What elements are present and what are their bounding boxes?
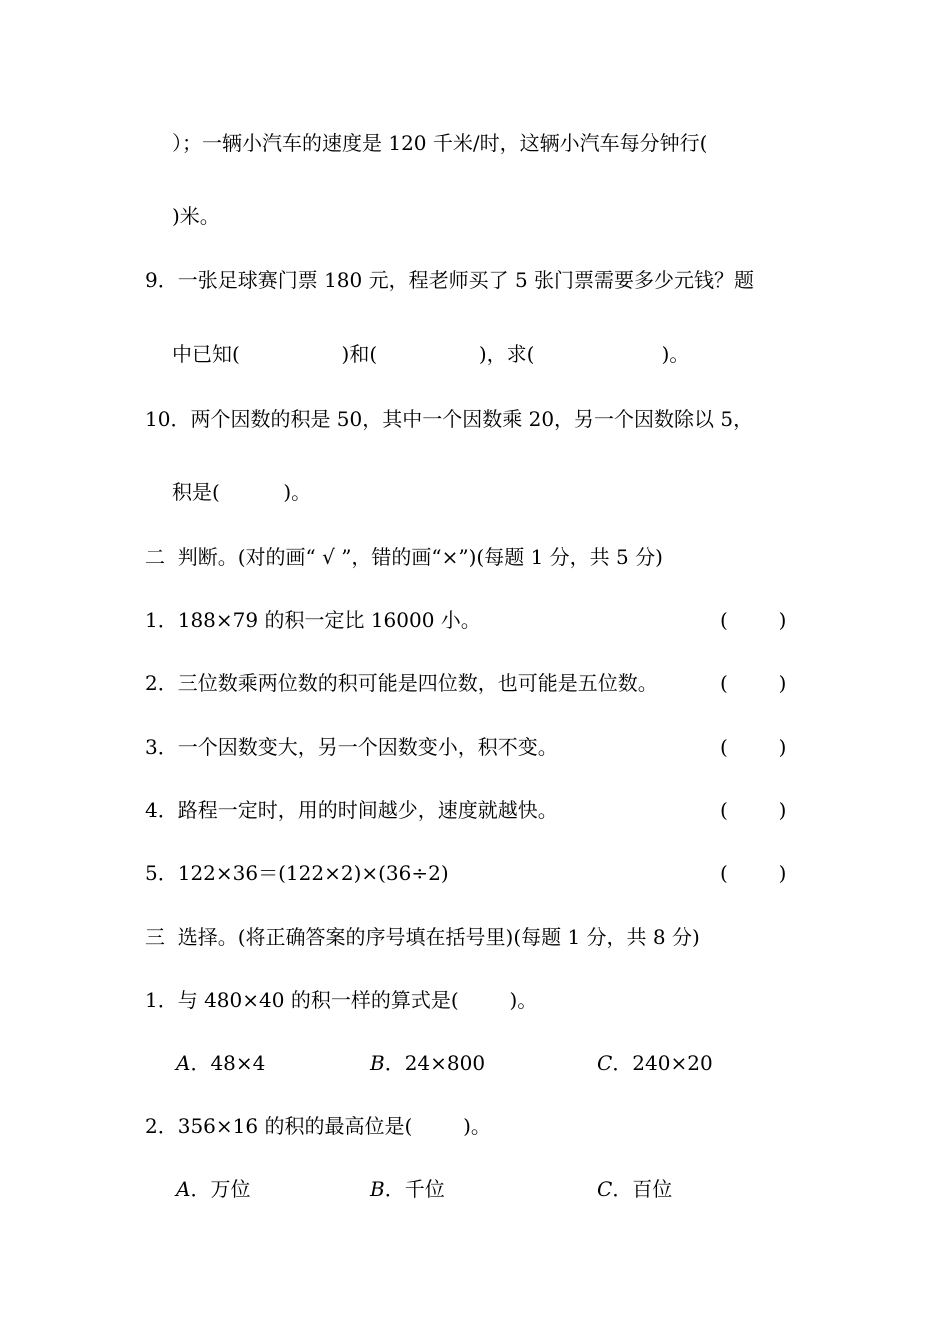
judge-item-5: 5．122×36＝(122×2)×(36÷2) (145, 861, 449, 885)
choice-q1-option-c (597, 1051, 713, 1075)
question-9-line-2: 中已知( )和( )，求( )。 (172, 342, 690, 366)
option-text: ．百位 (612, 1177, 673, 1201)
option-letter: B (370, 1177, 385, 1201)
choice-q2-option-c (597, 1177, 672, 1201)
judge-item-4: 4．路程一定时，用的时间越少，速度就越快。 (145, 798, 558, 822)
option-letter: B (370, 1051, 385, 1075)
choice-q1-option-b (370, 1051, 485, 1075)
question-10-line-2: 积是( )。 (172, 480, 312, 504)
option-letter: A (176, 1051, 191, 1075)
choice-question-1-stem: 1．与 480×40 的积一样的算式是( )。 (145, 988, 538, 1012)
judge-section-heading: 二 判断。(对的画“ √ ”，错的画“×”)(每题 1 分，共 5 分) (145, 545, 663, 569)
option-text: ．240×20 (612, 1051, 713, 1075)
choice-q2-option-b (370, 1177, 445, 1201)
judge-answer-blank-1: ( ) (720, 608, 787, 632)
choice-question-2-stem: 2．356×16 的积的最高位是( )。 (145, 1114, 491, 1138)
option-text: ．万位 (190, 1177, 251, 1201)
choice-section-heading: 三 选择。(将正确答案的序号填在括号里)(每题 1 分，共 8 分) (145, 925, 700, 949)
option-letter: A (176, 1177, 191, 1201)
judge-item-3: 3．一个因数变大，另一个因数变小，积不变。 (145, 735, 558, 759)
q8-continuation-line-2: )米。 (172, 204, 220, 228)
judge-answer-blank-2: ( ) (720, 671, 787, 695)
option-text: ．24×800 (384, 1051, 486, 1075)
judge-item-1: 1．188×79 的积一定比 16000 小。 (145, 608, 481, 632)
judge-answer-blank-5: ( ) (720, 861, 787, 885)
q8-continuation-line-1: ）；一辆小汽车的速度是 120 千米/时，这辆小汽车每分钟行( (172, 131, 708, 155)
question-9-line-1: 9．一张足球赛门票 180 元，程老师买了 5 张门票需要多少元钱？题 (145, 268, 755, 292)
choice-q2-option-a (176, 1177, 250, 1201)
option-letter: C (597, 1177, 613, 1201)
question-10-line-1: 10．两个因数的积是 50，其中一个因数乘 20，另一个因数除以 5， (145, 407, 754, 431)
option-text: ．48×4 (190, 1051, 266, 1075)
option-text: ．千位 (384, 1177, 445, 1201)
option-letter: C (597, 1051, 613, 1075)
judge-item-2: 2．三位数乘两位数的积可能是四位数，也可能是五位数。 (145, 671, 658, 695)
judge-answer-blank-3: ( ) (720, 735, 787, 759)
choice-q1-option-a (176, 1051, 265, 1075)
judge-answer-blank-4: ( ) (720, 798, 787, 822)
